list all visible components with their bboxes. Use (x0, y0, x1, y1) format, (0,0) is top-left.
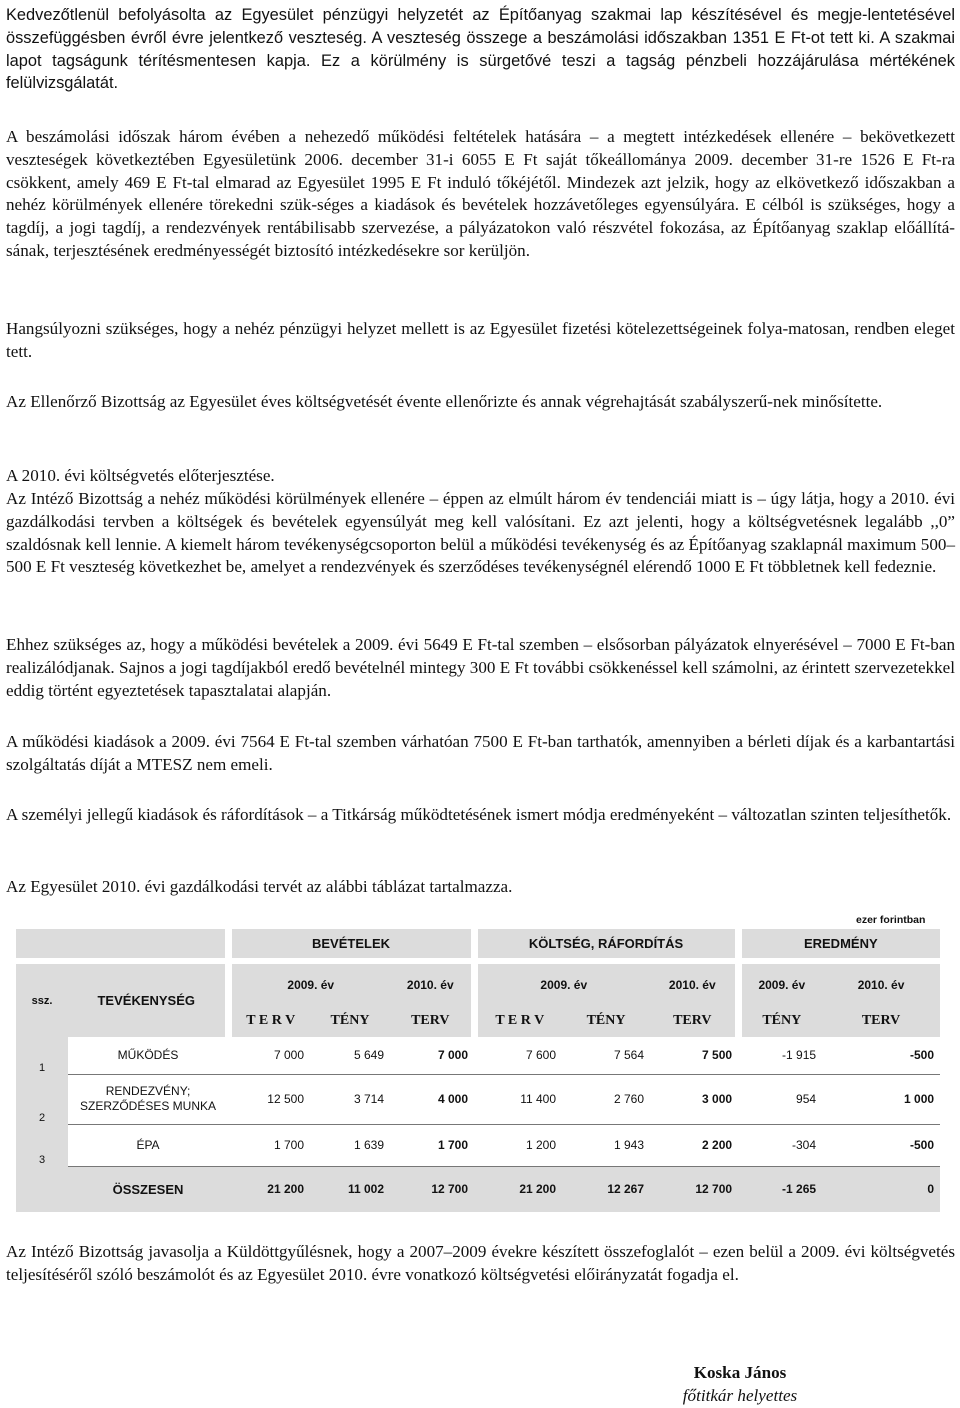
subhead-cost-terv-2010: TERV (650, 1005, 738, 1037)
cell: 1 000 (822, 1074, 940, 1124)
cell: 7 564 (562, 1037, 650, 1074)
row-ssz: 2 (16, 1074, 68, 1124)
subhead-res-terv: TERV (822, 1005, 940, 1037)
cell: 1 943 (562, 1124, 650, 1166)
cell: -1 915 (738, 1037, 822, 1074)
total-cell: 11 002 (310, 1166, 390, 1212)
cell: 1 700 (390, 1124, 474, 1166)
budget-table (16, 929, 940, 1212)
cell: 2 760 (562, 1074, 650, 1124)
total-cell: -1 265 (738, 1166, 822, 1212)
header-revenues: BEVÉTELEK (228, 929, 474, 961)
subhead-cost-teny: TÉNY (562, 1005, 650, 1037)
subhead-res-teny: TÉNY (738, 1005, 822, 1037)
total-row (16, 1166, 940, 1212)
total-ssz-blank (16, 1166, 68, 1212)
table-row (16, 1124, 940, 1166)
header-blank (16, 929, 228, 961)
cell: 954 (738, 1074, 822, 1124)
table-row (16, 1074, 940, 1124)
header-year-rev-2010: 2010. év (390, 961, 474, 1005)
cell: 4 000 (390, 1074, 474, 1124)
signature-role: főtitkár helyettes (682, 1385, 798, 1405)
paragraph-6: Ehhez szükséges az, hogy a működési bevételek a 2009. évi 5649 E Ft-tal szemben – elsősorban pályázatok elnyerésével – 7000 E Ft-ban realizálódjanak. Sajnos a jogi tagdíjakból eredő bevételnél mintegy 300 E Ft további csökkenéssel kell számolni, az érintett szervezetekkel eddig történt egyeztetések tapasztalatai alapján. (6, 635, 955, 700)
row-activity: MŰKÖDÉS (68, 1037, 228, 1074)
cell: -500 (822, 1037, 940, 1074)
header-year-res-2010: 2010. év (822, 961, 940, 1005)
cell: 3 000 (650, 1074, 738, 1124)
paragraph-5: Az Intéző Bizottság a nehéz működési körülmények ellenére – éppen az elmúlt három év tendenciái miatt is – úgy látja, hogy a 2010. évi gazdálkodási tervben a költségek és bevételek egyensúlyát meg kell valósítani. Ez azt jelenti, hogy a költségvetésnek legalább ,,0” szaldósnak kell lennie. A kiemelt három tevékenységcsoporton belül a működési tevékenység és az Építőanyag szaklapnál maximum 500–500 E Ft veszteség következhet be, amelyet a rendezvények és szerződéses tevékenységnél elérendő 1000 E Ft többletnek kell fedeznie. (6, 489, 955, 577)
subhead-rev-teny: TÉNY (310, 1005, 390, 1037)
paragraph-7: A működési kiadások a 2009. évi 7564 E Ft-tal szemben várhatóan 7500 E Ft-ban tarthatók, amennyiben a bérleti díjak és a karbantartási szolgáltatás díját a MTESZ nem emeli. (6, 732, 955, 774)
header-year-rev-2009: 2009. év (228, 961, 390, 1005)
subhead-rev-terv: T E R V (228, 1005, 310, 1037)
cell: 2 200 (650, 1124, 738, 1166)
header-costs: KÖLTSÉG, RÁFORDÍTÁS (474, 929, 738, 961)
cell: 7 000 (228, 1037, 310, 1074)
signature-name: Koska János (693, 1363, 787, 1382)
row-activity: ÉPA (68, 1124, 228, 1166)
header-ssz: ssz. (16, 961, 68, 1037)
table-unit-label: ezer forintban (856, 914, 926, 926)
paragraph-1: Kedvezőtlenül befolyásolta az Egyesület pénzügyi helyzetét az Építőanyag szakmai lap készítésével és megje-lentetésével összefüggésben évről évre jelentkező veszteség. A veszteség összege a beszámolási időszakban 1351 E Ft-ot tett ki. A szakmai lapot tagságunk térítésmentesen kapja. Ez a körülmény is sürgetővé teszi a tagság pénzbeli hozzájárulása mértékének felülvizsgálatát. (6, 6, 955, 93)
header-year-cost-2010: 2010. év (650, 961, 738, 1005)
row-ssz: 1 (16, 1037, 68, 1074)
header-year-res-2009: 2009. év (738, 961, 822, 1005)
cell: 7 500 (650, 1037, 738, 1074)
table-row (16, 1037, 940, 1074)
paragraph-3: Hangsúlyozni szükséges, hogy a nehéz pénzügyi helyzet mellett is az Egyesület fizetési kötelezettségeinek folya-matosan, rendben eleget tett. (6, 319, 955, 361)
total-cell: 12 700 (650, 1166, 738, 1212)
cell: 1 700 (228, 1124, 310, 1166)
cell: 7 000 (390, 1037, 474, 1074)
signature-block (640, 1362, 840, 1408)
header-year-cost-2009: 2009. év (474, 961, 650, 1005)
total-cell: 12 267 (562, 1166, 650, 1212)
cell: 11 400 (474, 1074, 562, 1124)
cell: 3 714 (310, 1074, 390, 1124)
subhead-cost-terv: T E R V (474, 1005, 562, 1037)
subhead-rev-terv-2010: TERV (390, 1005, 474, 1037)
section-heading: A 2010. évi költségvetés előterjesztése. (6, 466, 275, 485)
paragraph-2: A beszámolási időszak három évében a nehezedő működési feltételek hatására – a megtett intézkedések ellenére – bekövetkezett veszteségek következtében Egyesületünk 2006. december 31-i 6055 E Ft saját tőkeállománya 2009. december 31-re 1526 E Ft-ra csökkent, amely 469 E Ft-tal elmarad az Egyesület 1995 E Ft induló tőkéjétől. Mindezek azt jelzik, hogy az elkövetkező időszakban a nehéz körülmények ellenére törekedni szük-séges a kiadások és bevételek hozzávetőleges egyensúlyára. E célból is szükséges, hogy a tagdíj, a jogi tagdíj, a rendezvények rentábilisabb szervezése, a pályázatokon való részvétel fokozása, az Építőanyag szaklap előállítá-sának, terjesztésének eredményességét biztosító intézkedésekre sor kerüljön. (6, 127, 955, 260)
row-activity: RENDEZVÉNY; SZERZŐDÉSES MUNKA (68, 1074, 228, 1124)
cell: -500 (822, 1124, 940, 1166)
paragraph-10: Az Intéző Bizottság javasolja a Küldöttgyűlésnek, hogy a 2007–2009 évekre készített összefoglalót – ezen belül a 2009. évi költségvetés teljesítéséről szóló beszámolót és az Egyesület 2010. évre vonatkozó költségvetési előirányzatát fogadja el. (6, 1242, 955, 1284)
cell: 1 200 (474, 1124, 562, 1166)
cell: 12 500 (228, 1074, 310, 1124)
total-cell: 0 (822, 1166, 940, 1212)
paragraph-4: Az Ellenőrző Bizottság az Egyesület éves költségvetését évente ellenőrizte és annak végrehajtását szabályszerű-nek minősítette. (6, 392, 883, 411)
paragraph-9: Az Egyesület 2010. évi gazdálkodási tervét az alábbi táblázat tartalmazza. (6, 877, 513, 896)
paragraph-8: A személyi jellegű kiadások és ráfordítások – a Titkárság működtetésének ismert módja eredményeként – változatlan szinten teljesíthetők. (6, 805, 952, 824)
total-cell: 21 200 (474, 1166, 562, 1212)
row-ssz: 3 (16, 1124, 68, 1166)
total-label: ÖSSZESEN (68, 1166, 228, 1212)
cell: 5 649 (310, 1037, 390, 1074)
header-activity: TEVÉKENYSÉG (68, 961, 228, 1037)
total-cell: 21 200 (228, 1166, 310, 1212)
cell: 1 639 (310, 1124, 390, 1166)
cell: 7 600 (474, 1037, 562, 1074)
cell: -304 (738, 1124, 822, 1166)
total-cell: 12 700 (390, 1166, 474, 1212)
header-result: EREDMÉNY (738, 929, 940, 961)
